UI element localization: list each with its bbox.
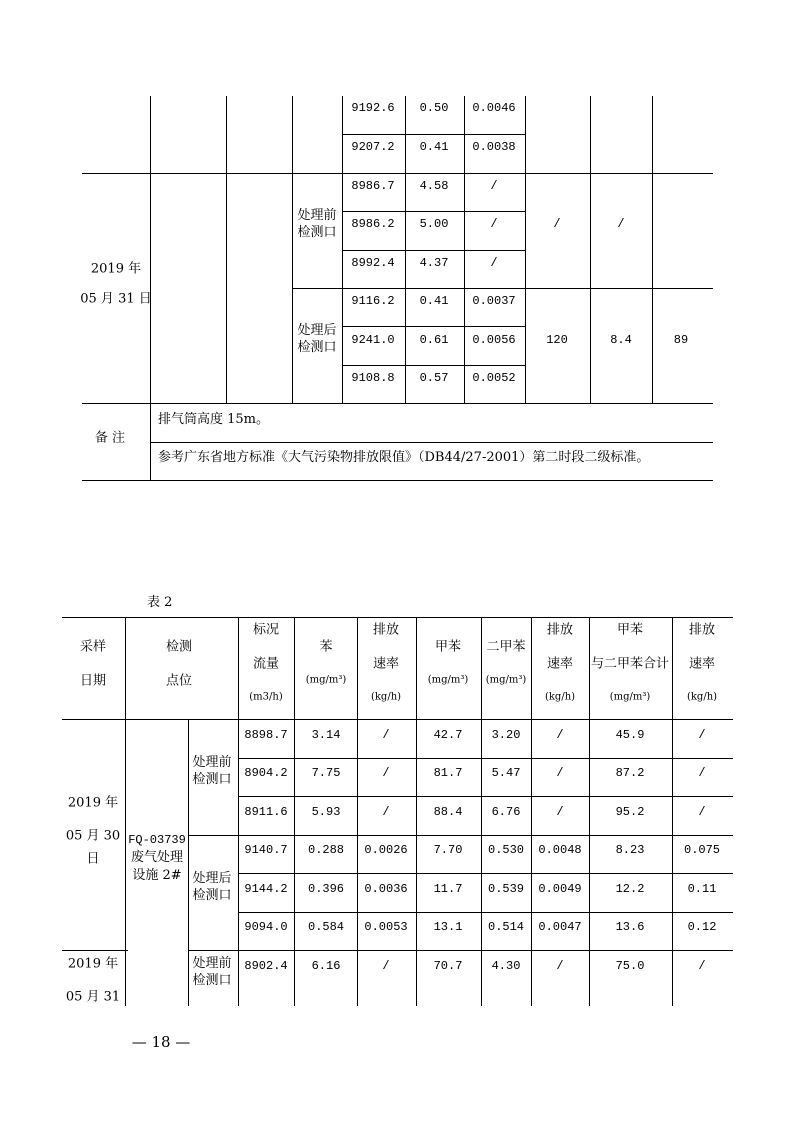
cell: 4.30 [491, 959, 521, 973]
before-point-label: 处理前 检测口 [297, 208, 337, 240]
header-rate: 排放 [546, 622, 574, 638]
cell: 0.514 [487, 920, 525, 934]
date-year: 2019 年 [90, 261, 142, 277]
cell: / [698, 728, 706, 742]
before-merged-value: / [617, 217, 625, 231]
cell: 6.76 [491, 805, 521, 819]
cell: 13.1 [433, 920, 463, 934]
after-merged-value: 8.4 [610, 333, 632, 347]
cell: / [556, 959, 564, 973]
cell: 5.47 [491, 766, 521, 780]
remark-text: 排气筒高度 15m。 [158, 412, 270, 427]
rate-value: / [490, 179, 498, 193]
cell: 0.0053 [364, 920, 408, 934]
cell: 0.0047 [538, 920, 582, 934]
cell: 81.7 [433, 766, 463, 780]
conc-value: 4.37 [419, 256, 449, 270]
header-rate: 速率 [546, 656, 574, 672]
conc-value: 4.58 [419, 179, 449, 193]
header-rate-unit: (kg/h) [686, 691, 718, 703]
header-rate: 速率 [688, 656, 716, 672]
cell: 12.2 [615, 882, 645, 896]
cell: 0.075 [683, 843, 721, 857]
cell: 8911.6 [244, 805, 288, 819]
cell: / [556, 728, 564, 742]
cell: 9140.7 [244, 843, 288, 857]
cell: / [382, 805, 390, 819]
flow-value: 8986.7 [351, 179, 395, 193]
cell: / [698, 805, 706, 819]
header-toluene: 甲苯 [434, 639, 462, 655]
conc-value: 0.57 [419, 371, 449, 385]
header-toluene-unit: (mg/m³) [427, 674, 469, 686]
flow-value: 8986.2 [351, 217, 395, 231]
cell: 0.12 [687, 920, 717, 934]
rate-value: 0.0052 [472, 371, 516, 385]
flow-value: 9108.8 [351, 371, 395, 385]
rate-value: 0.0037 [472, 294, 516, 308]
cell: 7.70 [433, 843, 463, 857]
header-rate-unit: (kg/h) [370, 691, 402, 703]
header-rate: 排放 [372, 622, 400, 638]
cell: 0.0036 [364, 882, 408, 896]
flow-value: 9192.6 [351, 101, 395, 115]
header-rate: 速率 [372, 656, 400, 672]
header-sum: 甲苯 [616, 622, 644, 638]
after-point-label: 处理后 检测口 [297, 323, 337, 355]
rate-value: 0.0038 [472, 140, 516, 154]
before-point-label: 处理前 检测口 [192, 956, 232, 988]
header-point: 检测 [165, 639, 193, 655]
cell: / [698, 959, 706, 973]
after-merged-value: 89 [673, 333, 689, 347]
header-flow: 流量 [252, 656, 280, 672]
header-rate-unit: (kg/h) [544, 691, 576, 703]
flow-value: 9241.0 [351, 333, 395, 347]
rate-value: / [490, 217, 498, 231]
cell: 8904.2 [244, 766, 288, 780]
cell: 45.9 [615, 728, 645, 742]
header-sum-unit: (mg/m³) [609, 691, 651, 703]
cell: 42.7 [433, 728, 463, 742]
cell: / [382, 766, 390, 780]
date-year: 2019 年 [67, 795, 119, 811]
cell: 0.0026 [364, 843, 408, 857]
header-point: 点位 [165, 673, 193, 689]
rate-value: 0.0046 [472, 101, 516, 115]
cell: 0.396 [307, 882, 345, 896]
header-flow-unit: (m3/h) [249, 691, 283, 703]
cell: 0.288 [307, 843, 345, 857]
cell: 7.75 [311, 766, 341, 780]
header-date: 日期 [79, 673, 107, 689]
date-day: 日 [86, 851, 100, 867]
flow-value: 9207.2 [351, 140, 395, 154]
cell: / [556, 766, 564, 780]
rate-value: 0.0056 [472, 333, 516, 347]
cell: / [382, 959, 390, 973]
after-merged-value: 120 [546, 333, 568, 347]
date-month-day: 05 月 31 [65, 989, 121, 1005]
cell: 0.0049 [538, 882, 582, 896]
date-year: 2019 年 [67, 956, 119, 972]
cell: 0.11 [687, 882, 717, 896]
cell: 3.14 [311, 728, 341, 742]
cell: 8898.7 [244, 728, 288, 742]
cell: 11.7 [433, 882, 463, 896]
header-date: 采样 [79, 639, 107, 655]
table-caption: 表 2 [147, 595, 173, 610]
cell: 0.539 [487, 882, 525, 896]
cell: 9144.2 [244, 882, 288, 896]
remark-text: 参考广东省地方标准《大气污染物排放限值》（DB44/27-2001）第二时段二级标准。 [158, 450, 650, 465]
cell: 5.93 [311, 805, 341, 819]
header-benzene-unit: (mg/m³) [305, 674, 347, 686]
before-merged-value: / [553, 217, 561, 231]
cell: 70.7 [433, 959, 463, 973]
cell: 13.6 [615, 920, 645, 934]
facility-label: FQ-03739 废气处理 设施 2# [128, 833, 186, 883]
date-month-day: 05 月 30 [65, 828, 121, 844]
conc-value: 5.00 [419, 217, 449, 231]
date-month-day: 05 月 31 日 [80, 291, 152, 307]
cell: 6.16 [311, 959, 341, 973]
cell: 9094.0 [244, 920, 288, 934]
conc-value: 0.61 [419, 333, 449, 347]
cell: / [382, 728, 390, 742]
header-rate: 排放 [688, 622, 716, 638]
cell: 8.23 [615, 843, 645, 857]
cell: 88.4 [433, 805, 463, 819]
cell: 95.2 [615, 805, 645, 819]
cell: 8902.4 [244, 959, 288, 973]
cell: 0.584 [307, 920, 345, 934]
conc-value: 0.41 [419, 294, 449, 308]
page-number: — 18 — [131, 1033, 191, 1051]
cell: / [556, 805, 564, 819]
header-benzene: 苯 [319, 639, 333, 655]
remarks-label: 备 注 [94, 430, 126, 446]
rate-value: / [490, 256, 498, 270]
before-point-label: 处理前 检测口 [192, 755, 232, 787]
cell: 87.2 [615, 766, 645, 780]
after-point-label: 处理后 检测口 [192, 871, 232, 903]
header-flow: 标况 [252, 622, 280, 638]
conc-value: 0.41 [419, 140, 449, 154]
cell: 0.530 [487, 843, 525, 857]
cell: 0.0048 [538, 843, 582, 857]
header-xylene-unit: (mg/m³) [485, 674, 527, 686]
cell: 3.20 [491, 728, 521, 742]
cell: / [698, 766, 706, 780]
flow-value: 8992.4 [351, 256, 395, 270]
conc-value: 0.50 [419, 101, 449, 115]
header-sum: 与二甲苯合计 [590, 656, 670, 672]
header-xylene: 二甲苯 [486, 639, 526, 655]
cell: 75.0 [615, 959, 645, 973]
flow-value: 9116.2 [351, 294, 395, 308]
